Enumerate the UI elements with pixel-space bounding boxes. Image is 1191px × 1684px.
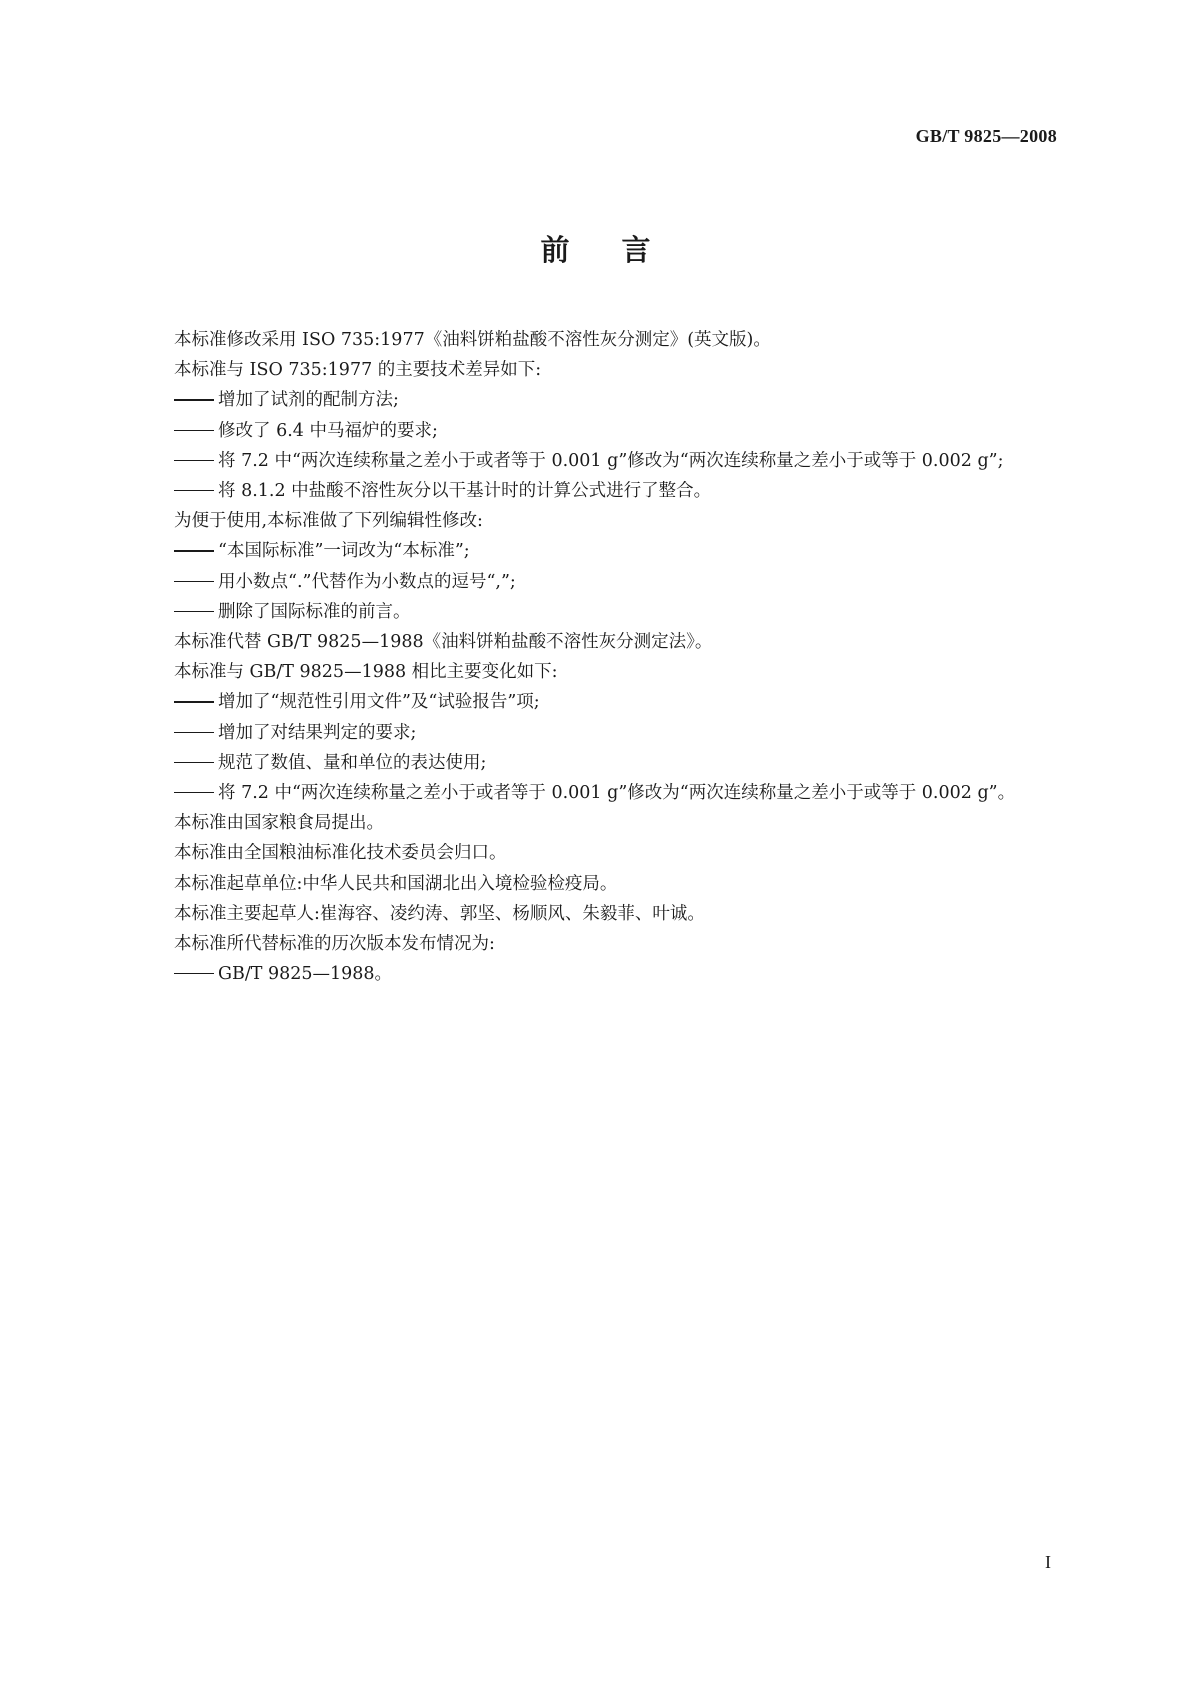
- dash-item-text: 规范了数值、量和单位的表达使用;: [218, 752, 487, 773]
- dash-item-text: “本国际标准”一词改为“本标准”;: [218, 541, 470, 562]
- em-dash-mark: [174, 446, 218, 476]
- paragraph-line: 本标准修改采用 ISO 735:1977《油料饼粕盐酸不溶性灰分测定》(英文版)。: [174, 330, 771, 350]
- paragraph-line: 本标准由国家粮食局提出。: [174, 813, 384, 834]
- dash-item-text: 用小数点“.”代替作为小数点的逗号“,”;: [218, 571, 516, 592]
- dash-list-item: [174, 687, 1052, 717]
- paragraph-line: 本标准由全国粮油标准化技术委员会归口。: [174, 843, 507, 864]
- dash-item-text: 删除了国际标准的前言。: [218, 601, 411, 622]
- dash-item-text: 将 7.2 中“两次连续称量之差小于或者等于 0.001 g”修改为“两次连续称量之差小于或等于 0.002 g”;: [218, 450, 1004, 471]
- dash-item-text: 修改了 6.4 中马福炉的要求;: [218, 420, 438, 441]
- standard-number: GB/T 9825—2008: [915, 126, 1057, 146]
- em-dash-mark: [174, 385, 218, 415]
- paragraph-line: 本标准代替 GB/T 9825—1988《油料饼粕盐酸不溶性灰分测定法》。: [174, 632, 713, 653]
- dash-item-text: 增加了试剂的配制方法;: [218, 390, 399, 411]
- page-title: 前言: [540, 233, 703, 267]
- dash-item-text: 增加了对结果判定的要求;: [218, 722, 417, 743]
- dash-list-item: [174, 476, 1052, 506]
- dash-list-item: [174, 718, 1052, 748]
- paragraph-line: 本标准所代替标准的历次版本发布情况为:: [174, 934, 495, 955]
- foreword-body: [174, 325, 1052, 989]
- dash-item-text: 将 7.2 中“两次连续称量之差小于或者等于 0.001 g”修改为“两次连续称量之差小于或等于 0.002 g”。: [218, 783, 1016, 804]
- dash-item-text: 将 8.1.2 中盐酸不溶性灰分以干基计时的计算公式进行了整合。: [218, 481, 712, 502]
- paragraph-line: 本标准与 GB/T 9825—1988 相比主要变化如下:: [174, 662, 558, 683]
- page-number: I: [1045, 1552, 1051, 1572]
- dash-list-item: [174, 536, 1052, 566]
- paragraph-line: 本标准与 ISO 735:1977 的主要技术差异如下:: [174, 360, 542, 381]
- em-dash-mark: [174, 687, 218, 717]
- em-dash-mark: [174, 597, 218, 627]
- em-dash-mark: [174, 536, 218, 566]
- dash-list-item: [174, 416, 1052, 446]
- dash-item-text: 增加了“规范性引用文件”及“试验报告”项;: [218, 692, 540, 713]
- dash-list-item: [174, 597, 1052, 627]
- em-dash-mark: [174, 778, 218, 808]
- dash-list-item: [174, 385, 1052, 415]
- paragraph-line: 本标准起草单位:中华人民共和国湖北出入境检验检疫局。: [174, 873, 618, 894]
- em-dash-mark: [174, 718, 218, 748]
- em-dash-mark: [174, 567, 218, 597]
- em-dash-mark: [174, 476, 218, 506]
- em-dash-mark: [174, 959, 218, 989]
- dash-list-item: [174, 567, 1052, 597]
- em-dash-mark: [174, 416, 218, 446]
- paragraph-line: 为便于使用,本标准做了下列编辑性修改:: [174, 511, 483, 532]
- dash-list-item: [174, 778, 1052, 808]
- dash-list-item: [174, 959, 1052, 989]
- em-dash-mark: [174, 748, 218, 778]
- dash-item-text: GB/T 9825—1988。: [218, 964, 393, 985]
- dash-list-item: [174, 446, 1052, 476]
- paragraph-line: 本标准主要起草人:崔海容、凌约涛、郭坚、杨顺风、朱毅菲、叶诚。: [174, 903, 705, 924]
- dash-list-item: [174, 748, 1052, 778]
